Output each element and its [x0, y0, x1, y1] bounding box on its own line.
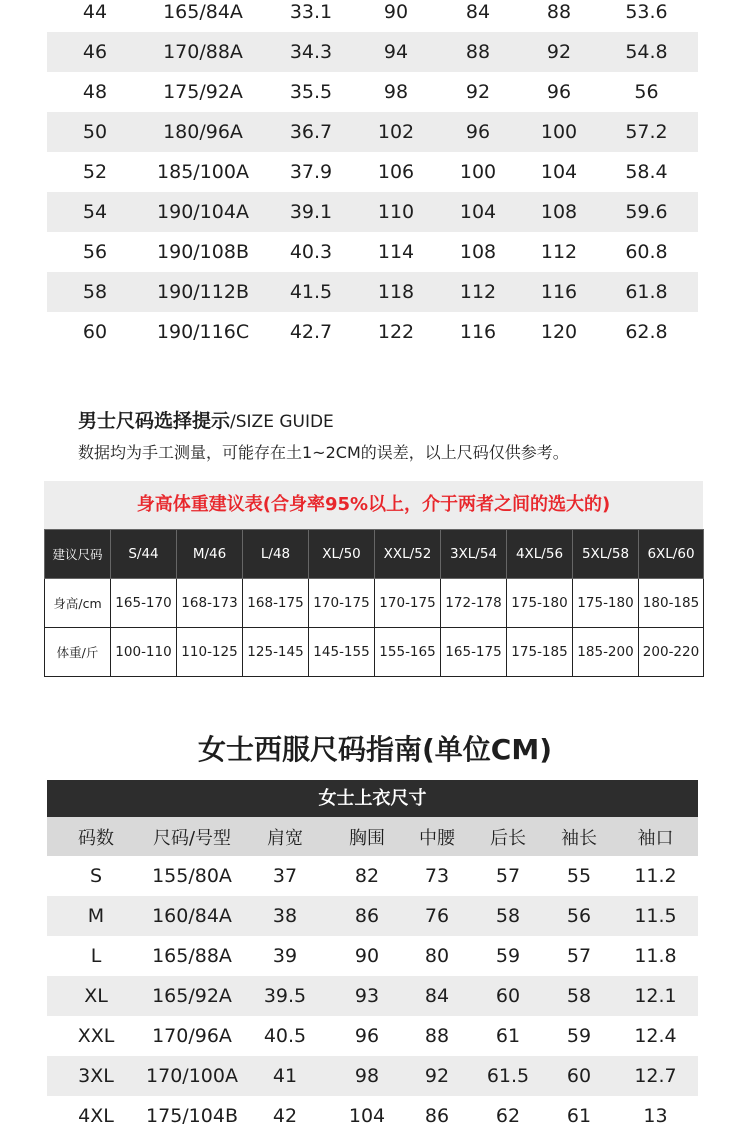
table-cell: 62	[495, 1105, 521, 1127]
table-cell: 57.2	[595, 112, 698, 152]
table-cell: 38	[239, 896, 331, 936]
table-cell: 60	[545, 1056, 613, 1096]
table-row	[47, 1016, 698, 1056]
height-cell: 168-173	[177, 579, 243, 628]
table-cell: 40.3	[289, 241, 333, 263]
table-cell: 170/88A	[143, 32, 263, 72]
table-cell: 60	[82, 321, 108, 343]
size-guide-title-en: /SIZE GUIDE	[230, 412, 334, 432]
table-cell: 190/104A	[143, 192, 263, 232]
table-cell: 61.8	[595, 272, 698, 312]
table-cell: 165/92A	[145, 976, 239, 1016]
table-cell: 37.9	[289, 161, 333, 183]
size-header-cell: S/44	[111, 530, 177, 579]
column-header: 码数	[47, 817, 145, 856]
table-cell: 4XL	[78, 1105, 114, 1127]
table-cell: 180/96A	[143, 112, 263, 152]
table-cell: 59	[566, 1025, 592, 1047]
table-row	[47, 152, 698, 192]
table-cell: 35.5	[289, 81, 333, 103]
height-weight-header-row	[45, 530, 704, 579]
table-cell: 41.5	[263, 272, 359, 312]
table-cell: 190/108B	[157, 241, 249, 263]
column-header: 肩宽	[239, 817, 331, 856]
table-cell: 48	[82, 81, 108, 103]
table-cell: 84	[465, 1, 491, 23]
column-header: 中腰	[403, 817, 471, 856]
table-cell: 58	[545, 976, 613, 1016]
size-header-cell: 3XL/54	[441, 530, 507, 579]
size-header-cell: M/46	[177, 530, 243, 579]
table-cell: 42	[272, 1105, 298, 1127]
height-weight-table	[44, 529, 704, 677]
table-cell: 41	[239, 1056, 331, 1096]
weight-cell: 200-220	[639, 628, 704, 677]
height-cell: 175-180	[573, 579, 639, 628]
column-header: 后长	[471, 817, 545, 856]
table-row	[47, 1096, 698, 1136]
table-cell: 170/100A	[145, 1056, 239, 1096]
table-cell: M	[47, 896, 145, 936]
column-header: 胸围	[331, 817, 403, 856]
table-cell: 34.3	[263, 32, 359, 72]
size-header-cell: 建议尺码	[45, 530, 111, 579]
table-cell: 12.7	[613, 1056, 698, 1096]
table-cell: S	[89, 865, 103, 887]
table-cell: 39.5	[239, 976, 331, 1016]
table-cell: 165/84A	[163, 1, 243, 23]
table-cell: 116	[523, 272, 595, 312]
size-header-cell: 5XL/58	[573, 530, 639, 579]
table-cell: 175/104B	[146, 1105, 238, 1127]
table-cell: 92	[403, 1056, 471, 1096]
weight-cell: 125-145	[243, 628, 309, 677]
table-cell: 44	[82, 1, 108, 23]
weight-cell: 100-110	[111, 628, 177, 677]
table-cell: 88	[424, 1025, 450, 1047]
table-cell: 46	[47, 32, 143, 72]
table-cell: 170/96A	[152, 1025, 232, 1047]
weight-cell: 185-200	[573, 628, 639, 677]
table-cell: 60	[471, 976, 545, 1016]
table-cell: 120	[540, 321, 578, 343]
table-cell: L	[90, 945, 102, 967]
table-cell: 36.7	[263, 112, 359, 152]
table-cell: 96	[433, 112, 523, 152]
table-cell: 84	[403, 976, 471, 1016]
table-cell: 82	[354, 865, 380, 887]
weight-cell: 145-155	[309, 628, 375, 677]
table-row	[47, 112, 698, 152]
height-row	[45, 579, 704, 628]
column-header: 袖长	[545, 817, 613, 856]
table-cell: 76	[403, 896, 471, 936]
height-cell: 175-180	[507, 579, 573, 628]
table-cell: 11.5	[613, 896, 698, 936]
table-cell: 58.4	[625, 161, 668, 183]
column-header: 尺码/号型	[145, 817, 239, 856]
women-header-row	[47, 817, 698, 856]
table-cell: 59.6	[595, 192, 698, 232]
table-cell: 80	[424, 945, 450, 967]
size-guide-title	[78, 406, 334, 433]
size-guide-note: 数据均为手工测量，可能存在土1~2CM的误差，以上尺码仅供参考。	[78, 443, 569, 462]
table-cell: 93	[331, 976, 403, 1016]
height-cell: 172-178	[441, 579, 507, 628]
table-cell: 86	[424, 1105, 450, 1127]
height-cell: 168-175	[243, 579, 309, 628]
table-row	[47, 192, 698, 232]
table-cell: 118	[359, 272, 433, 312]
column-header: 袖口	[613, 817, 698, 856]
table-cell: 108	[523, 192, 595, 232]
table-row	[47, 856, 698, 896]
table-cell: 96	[354, 1025, 380, 1047]
table-cell: 96	[546, 81, 572, 103]
table-cell: 56	[82, 241, 108, 263]
height-cell: 165-170	[111, 579, 177, 628]
men-size-table	[47, 0, 698, 352]
table-row	[47, 312, 698, 352]
table-cell: 37	[272, 865, 298, 887]
table-cell: 98	[383, 81, 409, 103]
table-cell: 61	[495, 1025, 521, 1047]
table-cell: 39.1	[263, 192, 359, 232]
table-cell: 155/80A	[152, 865, 232, 887]
table-cell: 62.8	[625, 321, 668, 343]
table-row	[47, 936, 698, 976]
table-cell: XXL	[77, 1025, 115, 1047]
table-row	[47, 232, 698, 272]
table-cell: 108	[459, 241, 497, 263]
table-cell: 50	[47, 112, 143, 152]
table-cell: 57	[566, 945, 592, 967]
table-cell: 52	[82, 161, 108, 183]
table-row	[47, 1056, 698, 1096]
table-cell: 92	[523, 32, 595, 72]
table-cell: 61	[566, 1105, 592, 1127]
table-cell: 88	[433, 32, 523, 72]
table-cell: 102	[359, 112, 433, 152]
table-cell: 13	[643, 1105, 668, 1127]
table-cell: 185/100A	[157, 161, 249, 183]
table-row	[47, 272, 698, 312]
table-cell: 33.1	[289, 1, 333, 23]
table-cell: 42.7	[289, 321, 333, 343]
table-cell: 56	[634, 81, 659, 103]
table-cell: 92	[465, 81, 491, 103]
table-cell: 12.1	[613, 976, 698, 1016]
table-cell: 104	[433, 192, 523, 232]
weight-row	[45, 628, 704, 677]
women-guide-title: 女士西服尺码指南(单位CM)	[197, 733, 552, 766]
table-cell: 12.4	[634, 1025, 677, 1047]
size-header-cell: L/48	[243, 530, 309, 579]
height-weight-title: 身高体重建议表(合身率95%以上，介于两者之间的选大的)	[44, 481, 703, 529]
table-cell: 40.5	[263, 1025, 307, 1047]
table-cell: 90	[383, 1, 409, 23]
table-row	[47, 32, 698, 72]
table-cell: 116	[459, 321, 497, 343]
table-row	[47, 976, 698, 1016]
table-cell: 190/116C	[156, 321, 250, 343]
table-cell: 57	[495, 865, 521, 887]
weight-cell: 175-185	[507, 628, 573, 677]
table-cell: 11.2	[634, 865, 677, 887]
table-cell: 175/92A	[163, 81, 243, 103]
size-header-cell: XL/50	[309, 530, 375, 579]
table-cell: 165/88A	[152, 945, 232, 967]
table-cell: 122	[377, 321, 415, 343]
table-cell: 61.5	[471, 1056, 545, 1096]
table-cell: 112	[540, 241, 578, 263]
size-guide-title-cn: 男士尺码选择提示	[78, 410, 231, 432]
table-cell: 56	[545, 896, 613, 936]
table-cell: 73	[424, 865, 450, 887]
table-cell: 55	[566, 865, 592, 887]
table-cell: 104	[348, 1105, 386, 1127]
table-cell: XL	[47, 976, 145, 1016]
table-row	[47, 72, 698, 112]
table-cell: 54	[47, 192, 143, 232]
table-cell: 160/84A	[145, 896, 239, 936]
table-cell: 90	[354, 945, 380, 967]
table-cell: 11.8	[634, 945, 677, 967]
table-cell: 98	[331, 1056, 403, 1096]
weight-cell: 110-125	[177, 628, 243, 677]
table-row	[47, 0, 698, 32]
table-cell: 58	[471, 896, 545, 936]
table-cell: 110	[359, 192, 433, 232]
table-cell: 94	[359, 32, 433, 72]
table-cell: 104	[540, 161, 578, 183]
women-top-size-bar: 女士上衣尺寸	[47, 780, 698, 817]
height-cell: 170-175	[375, 579, 441, 628]
height-cell: 170-175	[309, 579, 375, 628]
table-cell: 60.8	[625, 241, 668, 263]
weight-cell: 165-175	[441, 628, 507, 677]
table-cell: 114	[377, 241, 415, 263]
weight-cell: 155-165	[375, 628, 441, 677]
weight-cell: 体重/斤	[45, 628, 111, 677]
table-cell: 59	[495, 945, 521, 967]
table-cell: 190/112B	[143, 272, 263, 312]
height-cell: 180-185	[639, 579, 704, 628]
table-cell: 88	[546, 1, 572, 23]
table-cell: 100	[523, 112, 595, 152]
table-cell: 58	[47, 272, 143, 312]
table-cell: 54.8	[595, 32, 698, 72]
table-cell: 3XL	[47, 1056, 145, 1096]
table-cell: 86	[331, 896, 403, 936]
women-size-table	[47, 817, 698, 1136]
table-cell: 39	[272, 945, 298, 967]
table-row	[47, 896, 698, 936]
size-header-cell: XXL/52	[375, 530, 441, 579]
table-cell: 53.6	[625, 1, 668, 23]
height-cell: 身高/cm	[45, 579, 111, 628]
table-cell: 100	[459, 161, 497, 183]
table-cell: 106	[377, 161, 415, 183]
table-cell: 112	[433, 272, 523, 312]
size-header-cell: 4XL/56	[507, 530, 573, 579]
size-header-cell: 6XL/60	[639, 530, 704, 579]
